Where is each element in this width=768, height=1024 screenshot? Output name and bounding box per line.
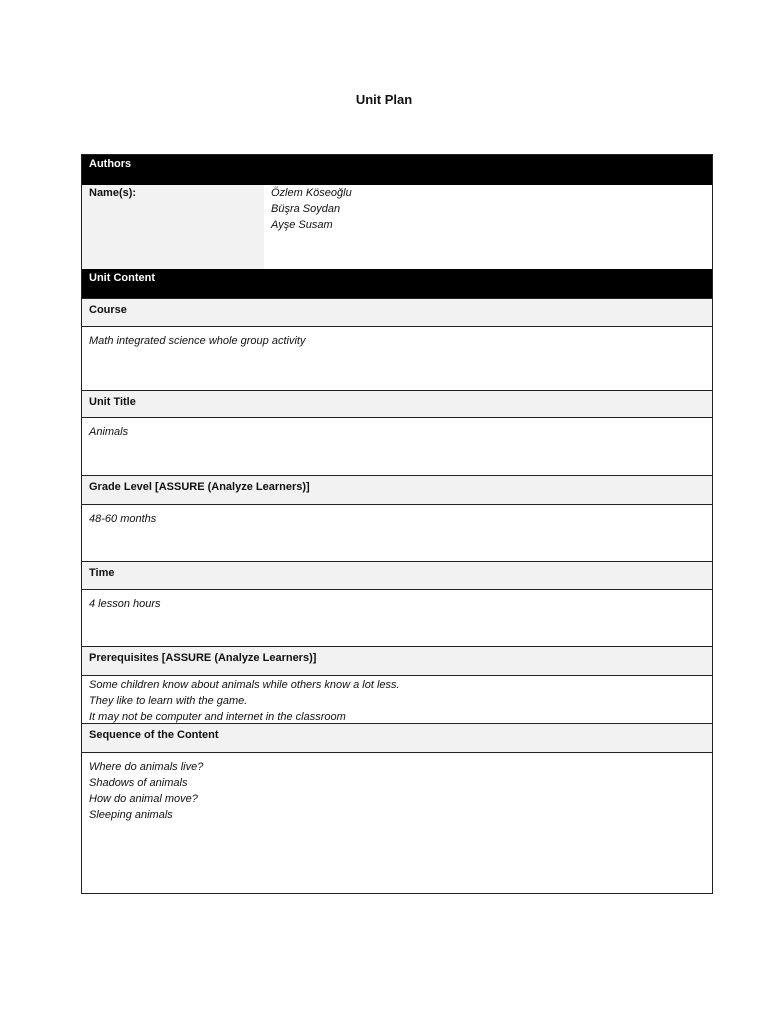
grade-level-label: Grade Level [ASSURE (Analyze Learners)] — [82, 475, 712, 504]
prerequisites-label: Prerequisites [ASSURE (Analyze Learners)] — [82, 646, 712, 675]
authors-header: Authors — [82, 155, 712, 185]
sequence-line: Shadows of animals — [89, 777, 188, 789]
prerequisites-line: They like to learn with the game. — [89, 695, 248, 707]
sequence-line: Where do animals live? — [89, 761, 204, 773]
grade-level-line: 48-60 months — [89, 513, 157, 525]
course-line: Math integrated science whole group activity — [89, 335, 306, 347]
course-value — [82, 326, 712, 390]
author-names — [264, 185, 712, 269]
author-name: Özlem Köseoğlu — [271, 187, 352, 199]
authors-names-row — [82, 185, 712, 269]
sequence-line: How do animal move? — [89, 793, 198, 805]
unit-title-value — [82, 417, 712, 475]
unit-title-label: Unit Title — [82, 390, 712, 417]
sequence-value — [82, 752, 712, 893]
page-title: Unit Plan — [355, 92, 413, 107]
grade-level-value — [82, 504, 712, 561]
unit-title-line: Animals — [89, 426, 129, 438]
prerequisites-line: Some children know about animals while others know a lot less. — [89, 679, 400, 691]
prerequisites-value — [82, 675, 712, 723]
unit-content-header: Unit Content — [82, 269, 712, 298]
time-value — [82, 589, 712, 646]
sequence-line: Sleeping animals — [89, 809, 173, 821]
names-label: Name(s): — [82, 185, 264, 269]
sequence-label: Sequence of the Content — [82, 723, 712, 752]
time-line: 4 lesson hours — [89, 598, 161, 610]
unit-plan-table — [81, 154, 713, 894]
course-label: Course — [82, 298, 712, 326]
author-name: Büşra Soydan — [271, 203, 341, 215]
prerequisites-line: It may not be computer and internet in the classroom — [89, 711, 346, 723]
author-name: Ayşe Susam — [271, 219, 333, 231]
time-label: Time — [82, 561, 712, 589]
